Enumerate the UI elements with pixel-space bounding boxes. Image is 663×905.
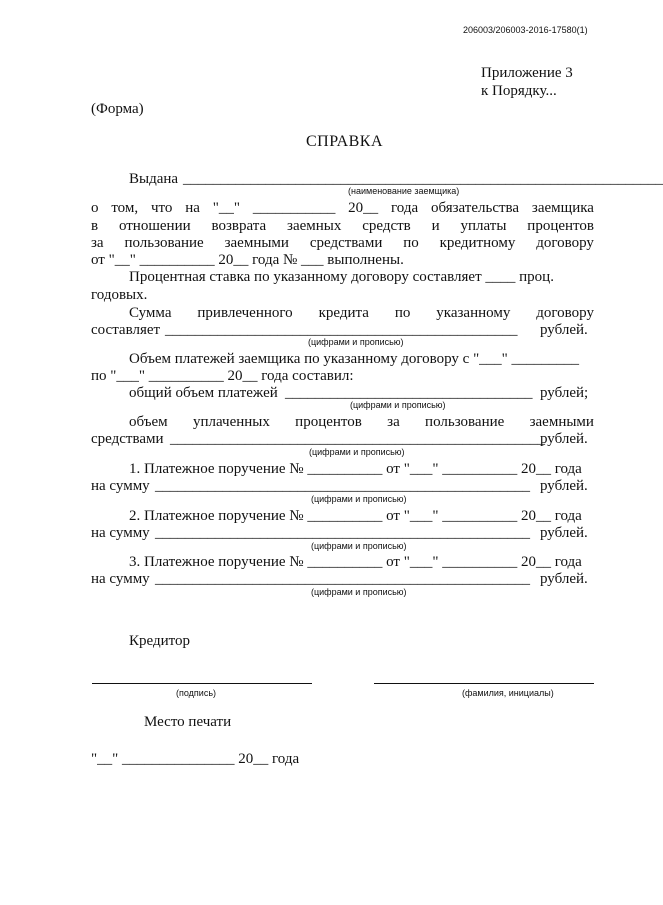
about-3-word: кредитному — [439, 235, 516, 251]
payment-order-2-currency: рублей. — [540, 525, 588, 541]
about-3-word: по — [403, 235, 419, 251]
payment-order-3-blank: __________________________________________________ — [155, 571, 530, 587]
about-1-word: на — [185, 200, 200, 216]
about-1-word: ___________ — [252, 200, 336, 216]
credit-1-word: по — [394, 305, 411, 321]
appendix-line-1: Приложение 3 — [481, 65, 573, 81]
credit-1-word: кредита — [318, 305, 369, 321]
about-1-word: заемщика — [531, 200, 594, 216]
about-1-word: о — [91, 200, 99, 216]
payments-total-caption: (цифрами и прописью) — [350, 400, 446, 410]
about-1-word: том, — [111, 200, 139, 216]
payment-order-2-blank: __________________________________________________ — [155, 525, 530, 541]
credit-1-word: договору — [536, 305, 594, 321]
stamp-place-label: Место печати — [144, 714, 232, 730]
payment-order-1-caption: (цифрами и прописью) — [311, 494, 407, 504]
about-2-word: отношении — [118, 218, 191, 234]
about-2-word: уплаты — [460, 218, 507, 234]
signature-caption: (подпись) — [176, 688, 217, 698]
text-line-about-3 — [91, 234, 594, 252]
text-line-about-4: от "__" __________ 20__ года № ___ выполнены. — [91, 252, 404, 268]
about-1-word: "__" — [212, 200, 240, 216]
rate-line-2: годовых. — [91, 287, 148, 303]
about-1-word: 20__ — [348, 200, 379, 216]
document-id: 206003/206003-2016-17580(1) — [463, 25, 588, 35]
creditor-label: Кредитор — [129, 633, 190, 649]
about-1-word: что — [150, 200, 173, 216]
payment-order-2-line: 2. Платежное поручение № __________ от "___" __________ 20__ года — [129, 508, 582, 524]
payments-total-blank: _________________________________ — [285, 385, 533, 401]
date-line: "__" _______________ 20__ года — [91, 751, 300, 767]
credit-line-1 — [129, 304, 594, 322]
about-1-word: года — [390, 200, 419, 216]
payment-order-1-line: 1. Платежное поручение № __________ от "___" __________ 20__ года — [129, 461, 582, 477]
interest-amount-blank: __________________________________________________ — [170, 431, 545, 447]
about-2-word: и — [431, 218, 440, 234]
credit-amount-blank: _______________________________________________ — [165, 322, 518, 338]
about-2-word: средств — [362, 218, 411, 234]
text-line-about-1 — [91, 199, 594, 217]
about-3-word: за — [91, 235, 104, 251]
interest-1-word: за — [387, 414, 400, 430]
rate-line-1: Процентная ставка по указанному договору составляет ____ проц. — [129, 269, 554, 285]
about-2-word: возврата — [211, 218, 267, 234]
payments-line-2: по "___" __________ 20__ года составил: — [91, 368, 354, 384]
credit-1-word: привлеченного — [197, 305, 293, 321]
about-3-word: заемными — [224, 235, 289, 251]
appendix-line-2: к Порядку... — [481, 83, 557, 99]
payment-order-1-label: на сумму — [91, 478, 150, 494]
interest-line-1 — [129, 413, 594, 431]
payment-order-2-label: на сумму — [91, 525, 150, 541]
text-line-about-2 — [91, 217, 594, 235]
payments-line-1: Объем платежей заемщика по указанному договору с "___" _________ — [129, 351, 580, 367]
payment-order-1-blank: __________________________________________________ — [155, 478, 530, 494]
credit-caption: (цифрами и прописью) — [308, 337, 404, 347]
signature-line — [92, 683, 312, 684]
about-2-word: процентов — [527, 218, 594, 234]
document-title: СПРАВКА — [306, 133, 384, 150]
issued-label: Выдана — [129, 171, 179, 187]
name-line — [374, 683, 594, 684]
form-label: (Форма) — [91, 101, 144, 117]
payment-order-2-caption: (цифрами и прописью) — [311, 541, 407, 551]
payments-total-label: общий объем платежей — [129, 385, 278, 401]
interest-1-word: процентов — [295, 414, 362, 430]
interest-1-word: заемными — [529, 414, 594, 430]
payment-order-3-label: на сумму — [91, 571, 150, 587]
interest-1-word: объем — [129, 414, 168, 430]
interest-label: средствами — [91, 431, 164, 447]
about-3-word: договору — [536, 235, 594, 251]
interest-currency: рублей. — [540, 431, 588, 447]
interest-1-word: пользование — [425, 414, 505, 430]
borrower-name-blank: ________________________________________________________________ — [183, 171, 663, 187]
interest-caption: (цифрами и прописью) — [309, 447, 405, 457]
credit-currency: рублей. — [540, 322, 588, 338]
about-3-word: средствами — [309, 235, 383, 251]
interest-1-word: уплаченных — [192, 414, 270, 430]
borrower-name-caption: (наименование заемщика) — [348, 186, 460, 196]
payment-order-3-caption: (цифрами и прописью) — [311, 587, 407, 597]
payments-total-currency: рублей; — [540, 385, 589, 401]
about-1-word: обязательства — [430, 200, 520, 216]
about-3-word: пользование — [124, 235, 204, 251]
payment-order-3-line: 3. Платежное поручение № __________ от "___" __________ 20__ года — [129, 554, 582, 570]
credit-1-word: указанному — [436, 305, 511, 321]
name-caption: (фамилия, инициалы) — [462, 688, 554, 698]
payment-order-1-currency: рублей. — [540, 478, 588, 494]
payment-order-3-currency: рублей. — [540, 571, 588, 587]
about-2-word: в — [91, 218, 99, 234]
credit-label: составляет — [91, 322, 161, 338]
credit-1-word: Сумма — [129, 305, 172, 321]
about-2-word: заемных — [287, 218, 342, 234]
